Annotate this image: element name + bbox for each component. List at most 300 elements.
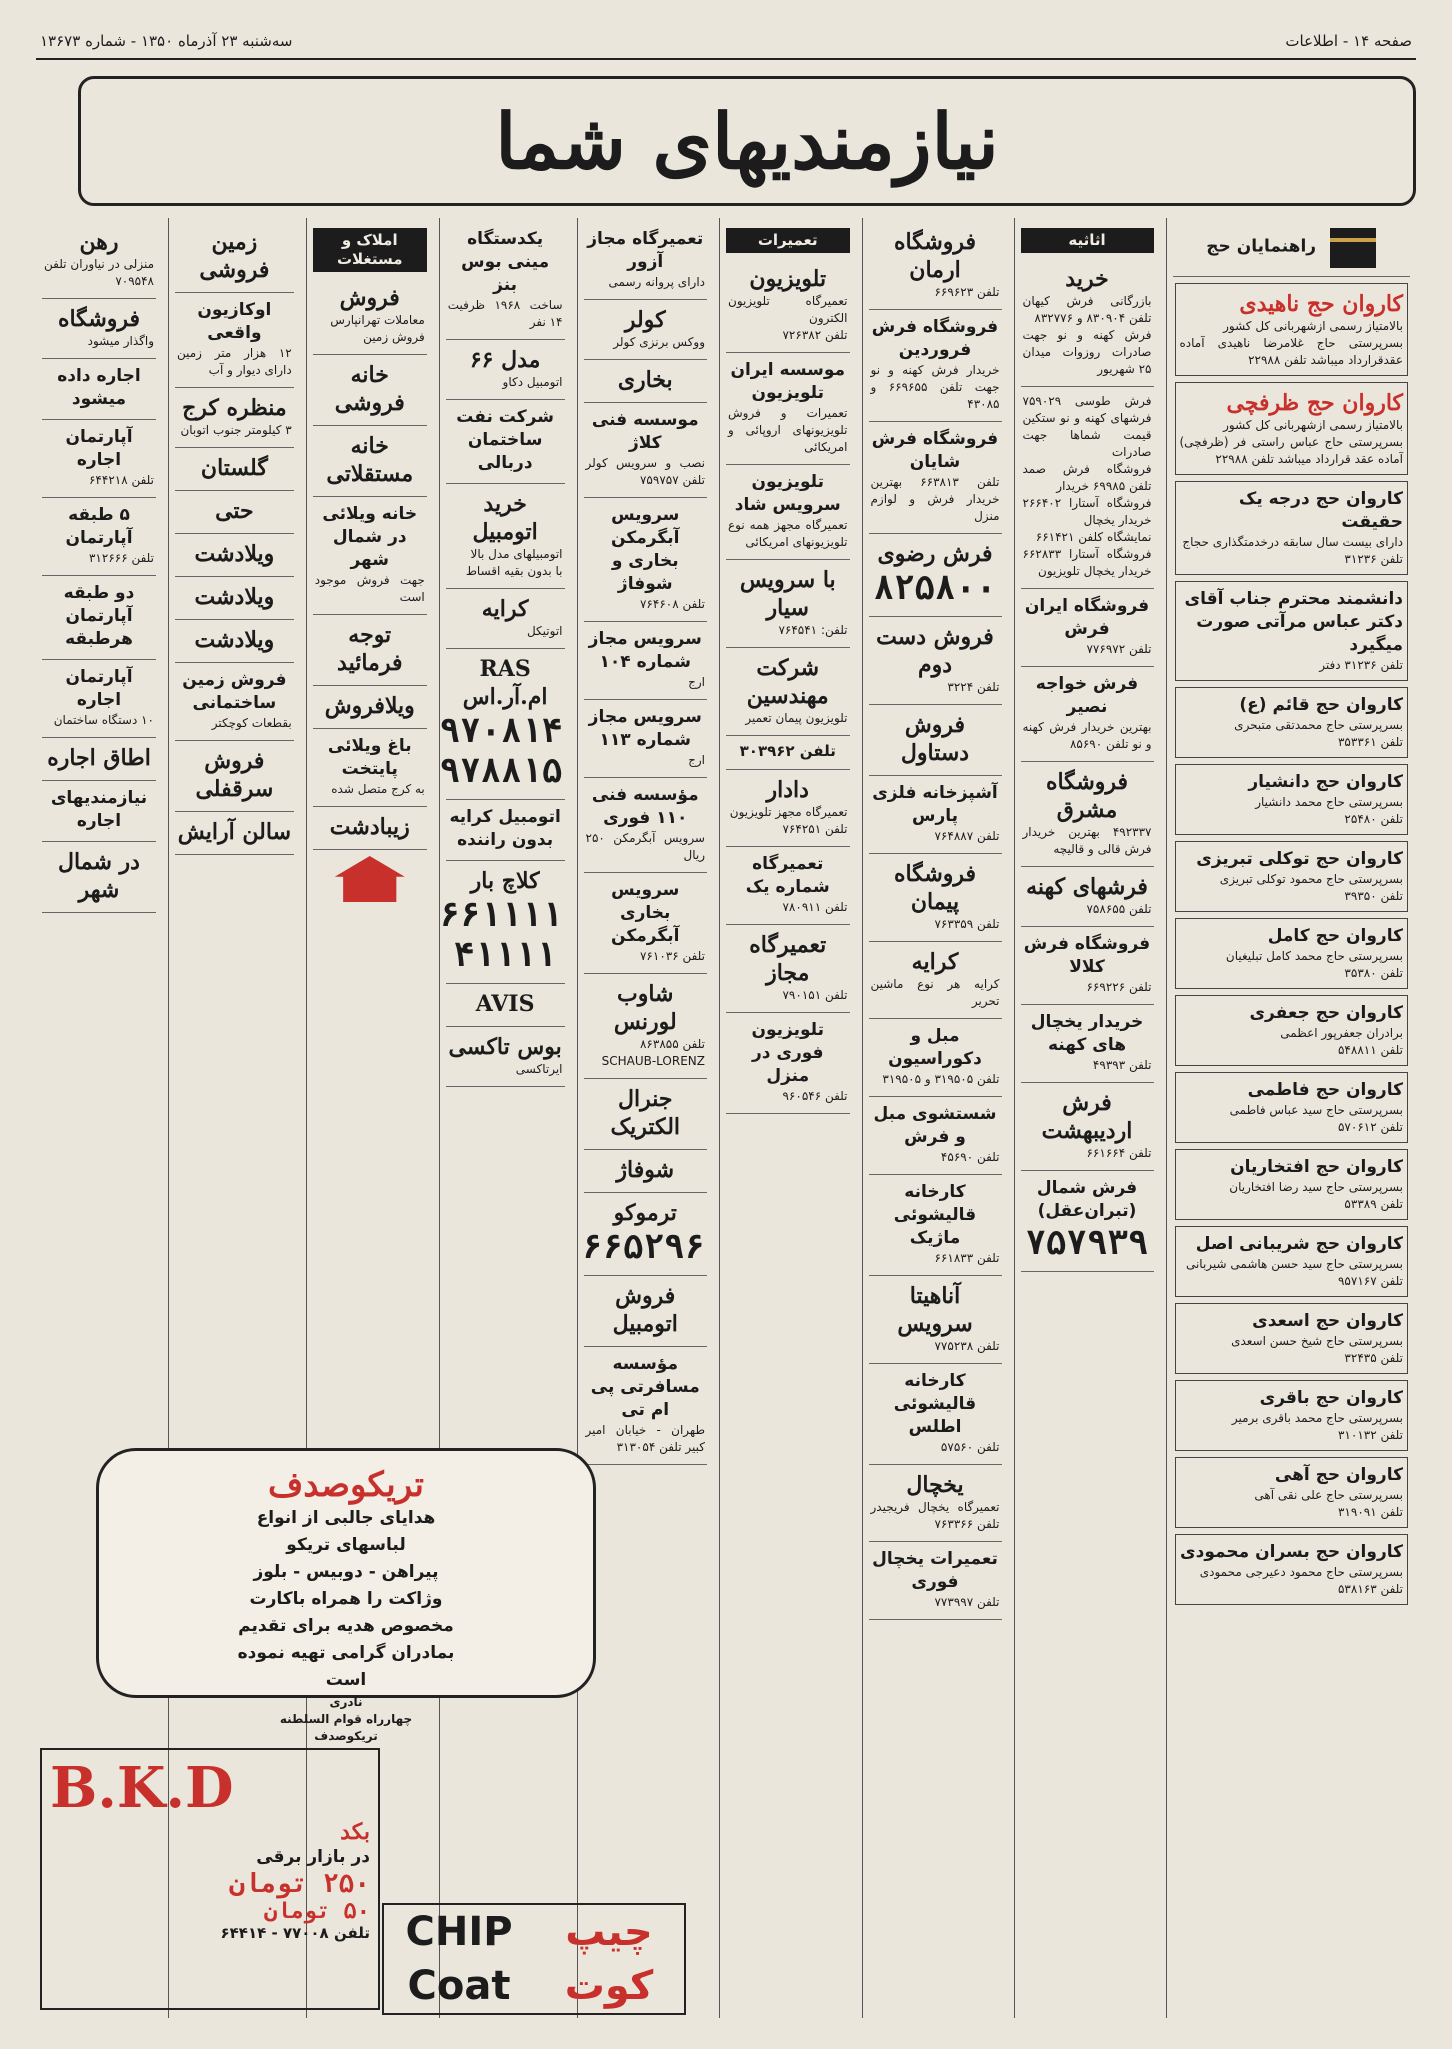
caravan-contact: تلفن ۵۴۸۸۱۱ [1337,1043,1403,1057]
ad-title: کولر [624,307,666,333]
classified-ad [1021,762,1154,867]
ad-text: تلفن ۶۴۴۲۱۸ [88,473,154,487]
classified-ad [313,497,427,615]
caravan-desc: بسرپرستی حاج محمود دعیرجی محمودی [1199,1565,1403,1579]
classified-ad [869,854,1002,942]
ad-title: تعمیرگاه مجاز آزور [587,229,704,272]
classified-ad [584,300,708,360]
classified-ad [175,620,294,663]
ad-title: خرید اتومبیل [472,491,538,545]
classified-ad [42,299,156,359]
ad-title: کرایه [911,949,959,975]
ad-text: ۶۶۱۱۱۱ [439,895,563,935]
kaaba-icon [1330,228,1376,268]
classified-ad [869,1097,1002,1175]
classified-ad [439,861,565,984]
caravan-desc: بسرپرستی حاج سید حسن هاشمی شیربانی [1185,1257,1403,1271]
classified-ad [313,278,427,355]
classified-ad [584,1276,708,1347]
ad-title: نیازمندیهای اجاره [50,788,148,831]
ad-text: تلفن ۷۷۵۲۳۸ [934,1339,1000,1353]
tricot-line: است [325,1670,367,1690]
ad-title: تلفن ۳۰۳۹۶۲ [739,742,836,760]
classified-ad [446,222,565,340]
ad-title: باغ ویلائی پایتخت [327,736,412,779]
ad-text: طهران - خیابان امیر کبیر تلفن ۳۱۳۰۵۴ [585,1423,705,1454]
section-header-furniture: اثاثیه [1021,228,1154,253]
ad-text: نصب و سرویس کولر تلفن ۷۵۹۷۵۷ [585,456,705,487]
ad-text: فروشگاه آستارا ۲۶۶۴۰۲ خریدار یخچال [1022,496,1152,527]
running-head [36,28,1416,60]
bkd-phone: تلفن ۷۷۰۰۸ - ۶۴۴۱۴ [220,1924,370,1942]
ad-text: معاملات تهرانپارس [330,313,425,327]
bkd-ad [40,1748,380,2010]
caravan-ad [1175,581,1409,681]
ad-title: خریدار یخچال های کهنه [1030,1012,1144,1055]
ad-text: تلفن ۷۵۸۶۵۵ [1086,902,1152,916]
caravan-name: کاروان حج درجه یک حقیقت [1238,489,1403,532]
classified-ad [175,577,294,620]
classified-ad [42,359,156,420]
classified-ad [446,340,565,400]
ad-title: موسسه ایران تلویزیون [730,360,846,403]
caravan-name: کاروان حج باقری [1259,1388,1403,1408]
classified-ad [869,1276,1002,1364]
classified-ad [446,400,565,484]
ad-title: ویلافروش [324,693,415,719]
classified-ad [446,1027,565,1087]
classified-ad [869,222,1002,310]
ad-text: تلفن ۶۶۱۸۳۳ [934,1251,1000,1265]
classified-ad [313,686,427,729]
ad-title: شرکت نفت ساختمان دربالی [456,407,554,473]
ad-text: بهترین خریدار فرش کهنه و نو تلفن ۸۵۶۹۰ [1022,720,1152,751]
caravan-desc: بسرپرستی حاج علی نقی آهی [1254,1488,1403,1502]
caravan-contact: تلفن ۲۵۴۸۰ [1344,812,1403,826]
classified-ad [42,498,156,576]
ad-text: تلفن ۷۸۰۹۱۱ [782,900,848,914]
ad-title: بخاری [617,367,673,393]
ad-text: ۴۱۱۱۱ [453,935,557,975]
classified-ad [1021,387,1154,589]
classified-ad [726,259,850,353]
ad-title: ترموکو [613,1200,677,1226]
caravan-desc: دارای بیست سال سابقه درخدمتگذاری حجاج [1182,535,1403,549]
coat-en: Coat [407,1963,511,2009]
ad-title: یخچال [906,1472,964,1498]
ad-text: ۷۵۷۹۳۹ [1025,1223,1149,1263]
ad-title: شرکت مهندسین [746,655,829,709]
ad-text: تلفن ۶۶۱۶۶۴ [1086,1146,1152,1160]
classified-ad [175,293,294,388]
ad-title: سالن آرایش [177,819,291,845]
caravan-contact: تلفن ۳۲۴۳۵ [1344,1351,1403,1365]
ad-title: آناهیتا سرویس [897,1283,973,1337]
classified-ad [175,388,294,448]
ad-title: در شمال شهر [58,849,140,903]
caravan-contact: تلفن ۵۷۰۶۱۲ [1337,1120,1403,1134]
page-number: صفحه ۱۴ - اطلاعات [1285,32,1412,50]
caravan-ad [1175,687,1409,758]
section-header-real-estate: املاک و مستغلات [313,228,427,272]
ad-title: سرویس بخاری آبگرمکن [611,880,680,946]
ad-list [869,222,1002,1620]
caravan-desc: بسرپرستی حاج سید رضا افتخاریان [1229,1180,1403,1194]
house-logo [313,856,427,908]
caravan-desc: بسرپرستی حاج محمد کامل تبلیغیان [1225,949,1403,963]
caravan-ad [1175,841,1409,912]
caravan-desc: بسرپرستی حاج محمد دانشیار [1255,795,1403,809]
classified-ad [584,700,708,778]
ad-list [1021,259,1154,1272]
ad-text: تلفن ۴۵۶۹۰ [940,1150,1000,1164]
ad-title: فروشگاه فرش کلالا [1023,934,1151,977]
caravan-desc: بسرپرستی حاج سید عباس فاطمی [1229,1103,1403,1117]
column-cars [439,218,571,2018]
classified-ad [42,576,156,660]
ad-title: منظره کرج [182,395,287,421]
ad-title: کلاچ بار [470,868,540,894]
caravan-name: کاروان حج دانشیار [1248,772,1403,792]
caravan-name: کاروان حج جعفری [1249,1003,1403,1023]
classified-ad [1021,667,1154,762]
caravan-ad [1175,382,1409,475]
tricot-line: بمادران گرامی تهیه نموده [237,1643,455,1663]
caravan-contact: تلفن ۳۵۳۸۰ [1344,966,1403,980]
tricot-line: مخصوص هدیه برای تقدیم [238,1616,454,1636]
ad-title: فرش رضوی [877,541,993,567]
ad-text: فرش کهنه و نو جهت صادرات روزوات میدان ۲۵ شهریور [1022,328,1152,376]
classified-ad [175,663,294,741]
classified-ad [584,403,708,498]
caravan-name: کاروان حج شریبانی اصل [1195,1234,1403,1254]
ad-title: شستشوی مبل و فرش [873,1104,997,1147]
classified-ad [584,498,708,622]
caravan-desc: بسرپرستی حاج شیخ حسن اسعدی [1231,1334,1403,1348]
classified-ad [726,925,850,1013]
classified-ad [1021,1171,1154,1272]
column-furniture-buy [1014,218,1160,2018]
ad-text: ۱۰ دستگاه ساختمان [53,713,154,727]
classified-ad [446,589,565,649]
ad-text: جهت فروش موجود است [314,573,425,604]
caravan-name: کاروان حج کامل [1267,926,1403,946]
ad-title: دو طبقه آپارتمان هرطبقه [63,583,135,649]
caravan-name: کاروان حج آهی [1274,1465,1403,1485]
ad-text: تلفن ۶۶۹۶۲۳ [934,285,1000,299]
caravan-ad [1175,1072,1409,1143]
ad-text: تلفن ۸۶۳۸۵۵ [639,1037,705,1051]
ad-title: دادار [766,777,809,803]
ad-title: کرایه [481,596,529,622]
ad-title: خرید [1065,266,1109,292]
ad-title: زیبادشت [329,814,410,840]
ad-title: فروش سرقفلی [195,748,274,802]
classified-ad [869,1019,1002,1097]
ad-title: اوکازیون واقعی [197,300,272,343]
caravan-contact: بسرپرستی حاج غلامرضا ناهیدی آماده عقدقرارداد میباشد تلفن ۲۲۹۸۸ [1179,336,1403,367]
caravan-contact: تلفن ۵۳۸۱۶۳ [1337,1582,1403,1596]
ad-title: گلستان [200,455,268,481]
classified-ad [584,1347,708,1465]
ad-title: تعمیرات یخچال فوری [872,1549,998,1592]
classified-ad [313,426,427,497]
hajj-guide-header [1173,222,1411,277]
column-carpets [862,218,1008,2018]
ad-title: فروش [339,285,400,311]
ad-text: به کرج متصل شده [331,782,425,796]
chip-en: CHIP [405,1909,513,1955]
tricot-line: لباسهای تریکو [286,1535,406,1555]
ad-title: ویلادشت [194,584,275,610]
classified-ad [42,738,156,781]
classified-ad [42,781,156,842]
classified-ad [584,778,708,873]
ad-title: فرشهای کهنه [1026,874,1148,900]
ad-title: تلویزیون سرویس شاد [734,472,841,515]
caravan-ad [1175,1457,1409,1528]
ad-text: ۱۲ هزار متر زمین دارای دیوار و آب [177,346,292,377]
caravan-name: کاروان حج افتخاریان [1230,1157,1403,1177]
ad-list [313,278,427,850]
classified-ad [42,222,156,299]
ad-text: تلفن ۷۶۴۶۰۸ [639,597,705,611]
ad-text: تلفن ۳۲۲۴ [947,680,1000,694]
ad-text: کرایه هر نوع ماشین تحریر [870,977,1000,1008]
column-hajj [1166,218,1417,2018]
ad-title: سرویس مجاز شماره ۱۰۴ [588,629,702,672]
ad-title: شوفاژ [616,1157,675,1183]
ad-text: ۸۲۵۸۰۰ [873,568,997,608]
ad-text: تلویزیون پیمان تعمیر [745,711,848,725]
ad-title: فروش دست دوم [876,624,994,678]
ad-title: فروشگاه مشرق [1045,769,1129,823]
tricot-lines [113,1505,579,1745]
issue-date: سه‌شنبه ۲۳ آذرماه ۱۳۵۰ - شماره ۱۳۶۷۳ [40,32,293,50]
ad-title: فرش خواجه نصیر [1035,674,1139,717]
ad-text: ۹۷۰۸۱۴ [439,711,563,751]
coat-fa: کوت [564,1963,654,2009]
classified-ad [1021,927,1154,1005]
classified-ad [584,222,708,300]
classified-ad [175,741,294,812]
classified-ad [584,1193,708,1276]
ad-text: تعمیرگاه تلویزیون الکترون [728,294,848,325]
ad-text: تلفن ۹۶۰۵۴۶ [782,1089,848,1103]
ad-text: تعمیرگاه یخچال فریجیدر تلفن ۷۶۳۳۶۶ [870,1500,1000,1531]
caravan-ad [1175,764,1409,835]
classified-ad [869,1364,1002,1465]
classified-ad [175,222,294,293]
classified-ad [1021,259,1154,387]
caravan-ad [1175,1534,1409,1605]
classified-ad [869,1465,1002,1542]
classified-ad [584,873,708,974]
tricot-line: وژاکت را همراه باکارت [249,1589,443,1609]
ad-text: ۴۹۲۳۳۷ بهترین خریدار فرش قالی و قالیچه [1022,825,1152,856]
classified-ad [1021,589,1154,667]
ad-text: اتوتیکل [526,624,563,638]
ad-title: جنرال الکتریک [610,1086,681,1140]
caravan-list [1173,283,1411,1605]
ad-text: ساخت ۱۹۶۸ ظرفیت ۱۴ نفر [447,298,563,329]
ad-text: بازرگانی فرش کیهان تلفن ۸۳۰۹۰۴ و ۸۳۲۷۷۶ [1022,294,1152,325]
classified-ad [1021,867,1154,927]
tricot-line: هدایای جالبی از انواع [256,1508,436,1528]
classified-ad [175,491,294,534]
caravan-contact: تلفن ۳۵۳۳۶۱ [1337,735,1403,749]
caravan-desc: بسرپرستی حاج محمود توکلی تبریزی [1219,872,1403,886]
ad-title: AVIS [475,991,535,1017]
caravan-ad [1175,918,1409,989]
ad-title: مؤسسه فنی ۱۱۰ فوری [591,785,699,828]
ad-title: با سرویس سیار [739,567,836,621]
ad-title: خانه ویلائی در شمال شهر [322,504,418,570]
ad-text: اتومبیل دکاو [502,375,563,389]
caravan-contact: تلفن ۳۹۳۵۰ [1344,889,1403,903]
ad-title: RAS ام.آر.اس [462,656,548,710]
ad-title: آپارتمان اجاره [65,667,133,710]
ad-title: رهن [79,229,119,255]
classified-ad [42,842,156,913]
caravan-name: کاروان حج توکلی تبریزی [1196,849,1403,869]
tricot-line: پیراهن - دوبیس - بلوز [253,1562,439,1582]
ad-text: ووکس برنزی کولر [613,335,705,349]
classified-ad [42,660,156,738]
caravan-name: دانشمند محترم جناب آقای دکتر عباس مرآتی صورت میگیرد [1184,589,1403,655]
tricot-footer: چهارراه قوام السلطنه [279,1712,413,1726]
ad-text: تعمیرگاه مجهز تلویزیون [729,805,848,819]
classified-ad [446,984,565,1027]
caravan-name: کاروان حج بسران محمودی [1180,1542,1403,1562]
classified-ad [313,807,427,850]
ad-text: تلفن ۷۲۶۳۸۲ [782,328,848,342]
classified-ad [1021,1005,1154,1083]
classified-ad [175,534,294,577]
classified-ad [869,310,1002,422]
ad-text: ایرتاکسی [515,1062,563,1076]
ad-title: فرش شمال (تبران‌عقل) [1036,1178,1138,1221]
classified-ad [869,422,1002,534]
ad-text: تلفن ۷۷۶۹۷۲ [1086,642,1152,656]
ad-title: ۵ طبقه آپارتمان [65,505,133,548]
classified-ad [313,355,427,426]
classified-ad [726,1013,850,1114]
ad-text: تلفن ۷۷۳۹۹۷ [934,1595,1000,1609]
ad-title: تعمیرگاه شماره یک [745,854,830,897]
ad-list [175,222,294,855]
ad-title: آشپزخانه فلزی پارس [872,783,998,826]
caravan-contact: تلفن ۵۳۳۸۹ [1344,1197,1403,1211]
ad-title: فروشگاه پیمان [893,861,977,915]
chip-fa: چیپ [565,1909,653,1955]
ad-title: موسسه فنی کلاژ [591,410,699,453]
ad-title: مدل ۶۶ [469,347,541,373]
caravan-contact: تلفن ۳۱۰۱۳۲ [1337,1428,1403,1442]
ad-text: تلفن: ۷۶۴۵۴۱ [778,623,848,637]
ad-text: بقطعات کوچکتر [211,716,292,730]
classified-ad [439,649,565,800]
column-repairs [719,218,856,2018]
ad-text: واگذار میشود [87,334,154,348]
classified-ad [869,776,1002,854]
classified-ad [1021,1083,1154,1171]
classified-ad [869,617,1002,705]
ad-title: فروشگاه [57,306,141,332]
newspaper-page [36,28,1416,2018]
bkd-price-2: ۵۰ تومان [264,1899,370,1924]
classified-ad [726,648,850,736]
bkd-logo-fa: بکد [340,1819,370,1845]
ad-title: فروش دستاول [900,712,970,766]
classified-ad [869,534,1002,617]
ad-title: حتی [215,498,254,524]
classified-ad [869,1542,1002,1620]
caravan-name: کاروان حج اسعدی [1252,1311,1403,1331]
ad-list [726,259,850,1114]
ad-title: سرویس مجاز شماره ۱۱۳ [588,707,702,750]
caravan-ad [1175,1380,1409,1451]
classified-ad [726,465,850,560]
ad-title: زمین فروشی [199,229,270,283]
ad-text: اتومبیلهای مدل بالا [470,547,563,561]
caravan-ad [1175,481,1409,575]
ad-title: مؤسسه مسافرتی پی ام تی [590,1354,700,1420]
bkd-subtitle: در بازار برقی [256,1847,370,1867]
caravan-name: کاروان حج فاطمی [1247,1080,1403,1100]
ad-title: فروشگاه ارمان [893,229,977,283]
classified-ad [175,448,294,491]
ad-text: تعمیرگاه مجهز همه نوع تلویزیونهای امریکائی [728,518,848,549]
ad-title: خانه مستقلاتی [326,433,414,487]
ad-title: فروش زمین ساختمانی [182,670,287,713]
ad-text: تلفن ۷۹۰۱۵۱ [782,988,848,1002]
tricot-title: تریکوصدف [268,1465,424,1505]
ad-title: سرویس آبگرمکن بخاری و شوفاژ [611,505,680,594]
ad-text: منزلی در نیاوران تلفن ۷۰۹۵۴۸ [44,257,154,288]
caravan-name: کاروان حج قائم (ع) [1239,695,1403,715]
classified-ad [726,736,850,770]
ad-text: تعمیرات و فروش تلویزیونهای اروپائی و امریکائی [728,406,848,454]
ad-title: تلویزیون [749,266,827,292]
ad-text: تلفن ۶۶۳۸۱۳ بهترین خریدار فرش و لوازم منزل [870,475,1000,523]
caravan-name: کاروان حج ناهیدی [1239,291,1403,317]
ad-text: تلفن ۳۱۲۶۶۶ [88,551,154,565]
caravan-desc: بسرپرستی حاج محمدتقی متبحری [1234,718,1403,732]
bkd-price-1: ۲۵۰ تومان [229,1869,370,1899]
classified-ad [446,800,565,861]
ad-title: فروشگاه فرش فروردین [871,317,999,360]
ad-text: تلفن ۷۶۴۲۵۱ [782,822,848,836]
classified-ad [726,770,850,847]
ad-list [439,222,565,1087]
ad-text: خریدار فرش کهنه و نو جهت تلفن ۶۶۹۶۵۵ و ۴۳۰۸۵ [870,363,1000,411]
ad-text: سرویس آبگرمکن ۲۵۰ ریال [585,831,705,862]
caravan-desc: بسرپرستی حاج محمد باقری برمیر [1231,1411,1403,1425]
tricot-footer: نادری [329,1695,363,1709]
tricot-footer: تریکوصدف [314,1729,378,1743]
classified-ad [42,420,156,498]
caravan-ad [1175,283,1409,376]
ad-text: فرش طوسی ۷۵۹۰۲۹ فرشهای کهنه و نو ستکین قیمت شماها جهت صادرات [1022,394,1152,459]
caravan-desc: بالامتیاز رسمی ازشهربانی کل کشور [1223,319,1403,333]
caravan-contact: بسرپرستی حاج عباس راستی فر (ظرفچی) آماده عقد قرارداد میباشد تلفن ۲۲۹۸۸ [1179,435,1403,466]
ad-text: تلفن ۴۹۳۹۳ [1092,1058,1152,1072]
ad-title: فرش اردیبهشت [1041,1090,1133,1144]
classified-ad [869,942,1002,1019]
bkd-logo: B.K.D [50,1755,234,1821]
ad-text: ارج [688,753,705,767]
